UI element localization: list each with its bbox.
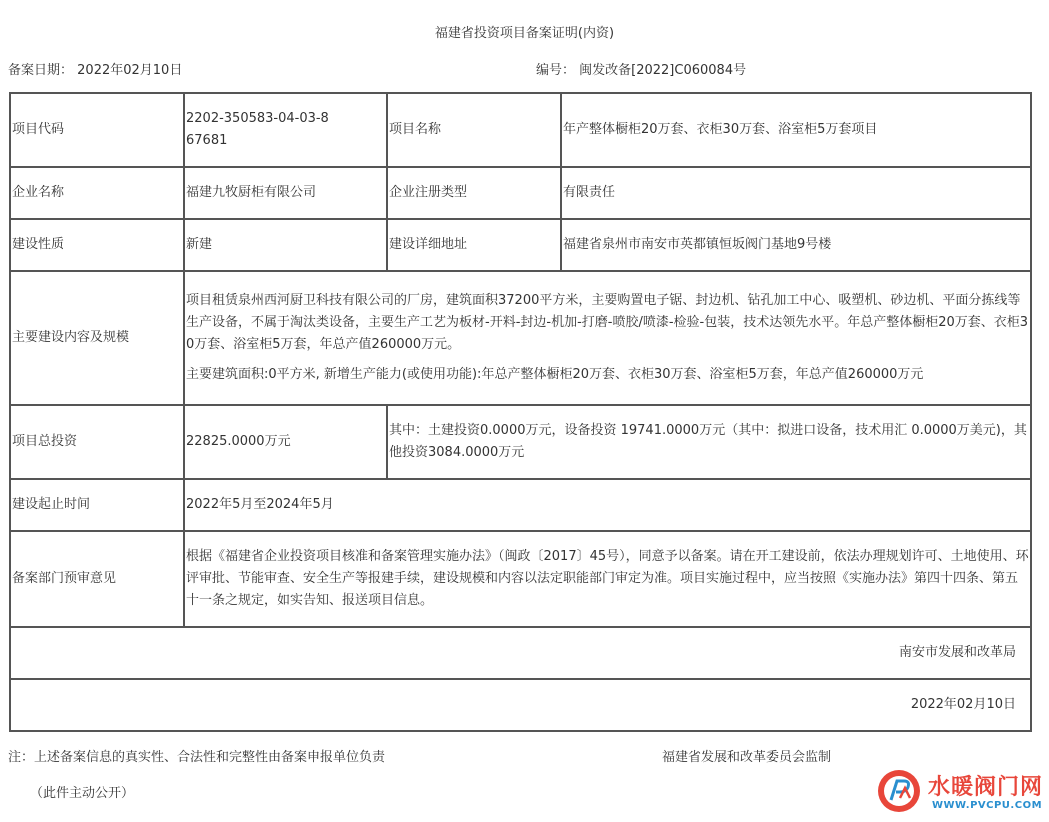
table-row [10,479,1031,531]
table-row [10,627,1031,679]
authority-name: 南安市发展和改革局 [10,627,1031,679]
pv-logo-icon [876,768,922,814]
project-code-value: 2202-350583-04-03-867681 [184,93,387,167]
construction-nature-value: 新建 [184,219,387,271]
watermark [876,766,1046,818]
sign-date: 2022年02月10日 [10,679,1031,731]
watermark-url: WWW.PVCPU.COM [932,800,1043,811]
filing-number-value: 闽发改备[2022]C060084号 [579,63,747,78]
opinion-label: 备案部门预审意见 [10,531,184,627]
content-value [184,271,1031,405]
investment-detail: 其中：土建投资0.0000万元，设备投资 19741.0000万元（其中：拟进口设备，技术用汇 0.0000万美元)，其他投资3084.0000万元 [387,405,1031,479]
footer-supervisor: 福建省发展和改革委员会监制 [662,750,832,765]
watermark-text: 水暖阀门网 [928,775,1044,800]
filing-date-label: 备案日期： [8,63,74,78]
content-paragraph: 主要建筑面积:0平方米, 新增生产能力(或使用功能):年总产整体橱柜20万套、衣柜30万套、浴室柜5万套，年总产值260000万元 [186,367,924,382]
table-row [10,405,1031,479]
table-row [10,93,1031,167]
footer-note: 注：上述备案信息的真实性、合法性和完整性由备案申报单位负责 [8,750,386,765]
content-paragraph: 项目租赁泉州西河厨卫科技有限公司的厂房，建筑面积37200平方米，主要购置电子锯、封边机、钻孔加工中心、吸塑机、砂边机、平面分拣线等生产设备，不属于淘汰类设备，主要生产工艺为板材-开料-封边-机加-打磨-喷胶/喷漆-检验-包装，技术达领先水平。年总产整体橱柜20万套、衣柜30万套、浴室柜5万套，年总产值260000万元。 [186,293,1029,352]
opinion-value: 根据《福建省企业投资项目核准和备案管理实施办法》（闽政〔2017〕45号），同意予以备案。请在开工建设前，依法办理规划许可、土地使用、环评审批、节能审查、安全生产等报建手续，建设规模和内容以法定职能部门审定为准。项目实施过程中，应当按照《实施办法》第四十四条、第五十一条之规定，如实告知、报送项目信息。 [184,531,1031,627]
filing-date [8,59,182,78]
table-row [10,531,1031,627]
table-row [10,219,1031,271]
filing-table [9,92,1032,732]
company-name-value: 福建九牧厨柜有限公司 [184,167,387,219]
project-code-label: 项目代码 [10,93,184,167]
total-investment-label: 项目总投资 [10,405,184,479]
total-investment-value: 22825.0000万元 [184,405,387,479]
content-label: 主要建设内容及规模 [10,271,184,405]
company-name-label: 企业名称 [10,167,184,219]
construction-nature-label: 建设性质 [10,219,184,271]
company-type-value: 有限责任 [561,167,1031,219]
project-name-value: 年产整体橱柜20万套、衣柜30万套、浴室柜5万套项目 [561,93,1031,167]
filing-number-label: 编号： [536,63,576,78]
table-row [10,271,1031,405]
public-note: （此件主动公开） [30,786,135,801]
page-title: 福建省投资项目备案证明(内资) [434,26,615,41]
project-name-label: 项目名称 [387,93,561,167]
address-label: 建设详细地址 [387,219,561,271]
table-row [10,679,1031,731]
table-row [10,167,1031,219]
filing-number [536,59,746,78]
address-value: 福建省泉州市南安市英都镇恒坂阀门基地9号楼 [561,219,1031,271]
company-type-label: 企业注册类型 [387,167,561,219]
period-label: 建设起止时间 [10,479,184,531]
period-value: 2022年5月至2024年5月 [184,479,1031,531]
filing-date-value: 2022年02月10日 [77,63,183,78]
